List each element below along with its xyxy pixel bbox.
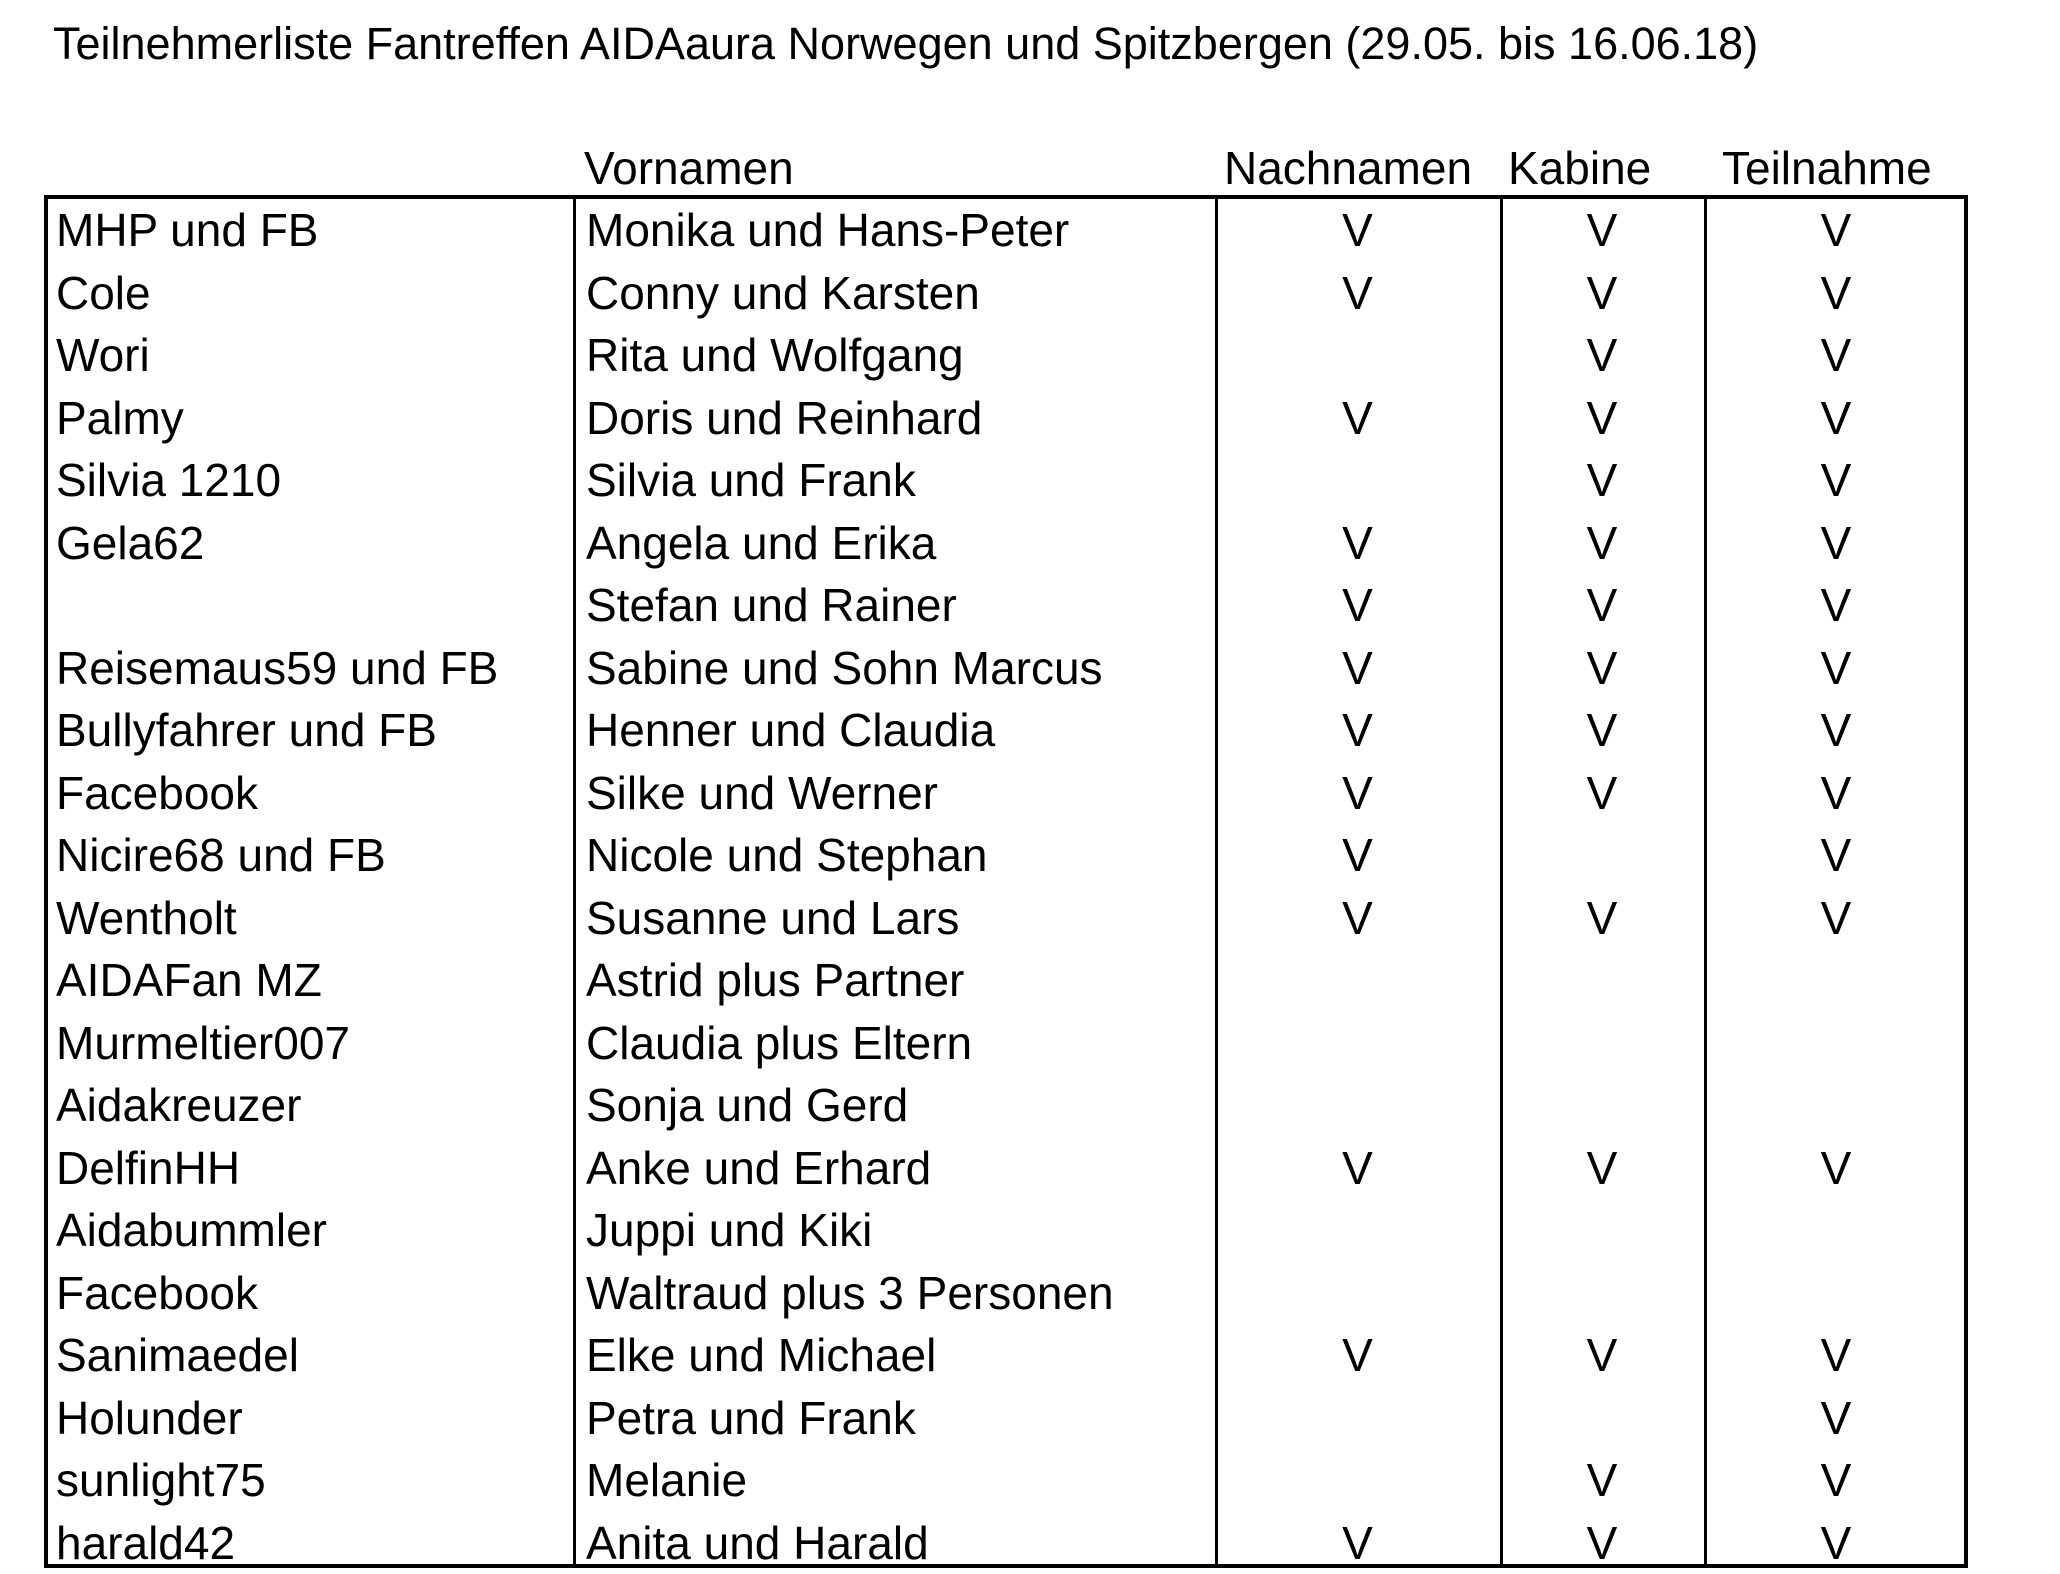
- table-row: [48, 1074, 1964, 1137]
- cell-teilnahme: V: [1704, 699, 1968, 762]
- cell-vornamen: Conny und Karsten: [586, 262, 980, 325]
- cell-nachnamen: V: [1215, 262, 1500, 325]
- cell-vornamen: Anita und Harald: [586, 1512, 929, 1574]
- cell-vornamen: Susanne und Lars: [586, 887, 959, 950]
- table-row: [48, 1012, 1964, 1075]
- cell-kabine: V: [1500, 887, 1704, 950]
- cell-teilnahme: V: [1704, 199, 1968, 262]
- cell-kabine: V: [1500, 1449, 1704, 1512]
- table-body: [48, 199, 1964, 1564]
- table-row: [48, 324, 1964, 387]
- cell-vornamen: Sabine und Sohn Marcus: [586, 637, 1103, 700]
- cell-nachnamen: V: [1215, 1512, 1500, 1574]
- page-title: Teilnehmerliste Fantreffen AIDAaura Norwegen und Spitzbergen (29.05. bis 16.06.18): [53, 14, 1758, 74]
- table-row: [48, 1324, 1964, 1387]
- cell-nachnamen: V: [1215, 512, 1500, 575]
- cell-teilnahme: V: [1704, 762, 1968, 825]
- cell-teilnahme: V: [1704, 449, 1968, 512]
- header-teilnahme: Teilnahme: [1722, 138, 1932, 198]
- cell-nachnamen: V: [1215, 1137, 1500, 1200]
- cell-username: MHP und FB: [56, 199, 318, 262]
- cell-vornamen: Claudia plus Eltern: [586, 1012, 972, 1075]
- cell-kabine: V: [1500, 324, 1704, 387]
- table-row: [48, 574, 1964, 637]
- cell-teilnahme: V: [1704, 1324, 1968, 1387]
- cell-username: Murmeltier007: [56, 1012, 350, 1075]
- cell-username: Bullyfahrer und FB: [56, 699, 437, 762]
- table-header: [0, 138, 2060, 198]
- cell-kabine: V: [1500, 387, 1704, 450]
- cell-vornamen: Anke und Erhard: [586, 1137, 931, 1200]
- cell-username: Reisemaus59 und FB: [56, 637, 498, 700]
- cell-vornamen: Rita und Wolfgang: [586, 324, 964, 387]
- cell-kabine: V: [1500, 699, 1704, 762]
- table-row: [48, 1137, 1964, 1200]
- cell-kabine: V: [1500, 762, 1704, 825]
- table-row: [48, 262, 1964, 325]
- table-row: [48, 512, 1964, 575]
- cell-nachnamen: V: [1215, 199, 1500, 262]
- cell-kabine: V: [1500, 1512, 1704, 1574]
- cell-vornamen: Waltraud plus 3 Personen: [586, 1262, 1114, 1325]
- table-row: [48, 762, 1964, 825]
- table-row: [48, 699, 1964, 762]
- cell-vornamen: Juppi und Kiki: [586, 1199, 872, 1262]
- cell-vornamen: Silvia und Frank: [586, 449, 916, 512]
- cell-vornamen: Stefan und Rainer: [586, 574, 957, 637]
- table-row: [48, 824, 1964, 887]
- header-nachnamen: Nachnamen: [1224, 138, 1472, 198]
- cell-vornamen: Silke und Werner: [586, 762, 938, 825]
- cell-nachnamen: V: [1215, 699, 1500, 762]
- cell-vornamen: Sonja und Gerd: [586, 1074, 908, 1137]
- cell-username: AIDAFan MZ: [56, 949, 322, 1012]
- cell-username: Gela62: [56, 512, 204, 575]
- participant-table: [44, 195, 1968, 1568]
- cell-vornamen: Petra und Frank: [586, 1387, 916, 1450]
- cell-vornamen: Nicole und Stephan: [586, 824, 988, 887]
- cell-username: Palmy: [56, 387, 184, 450]
- cell-username: Sanimaedel: [56, 1324, 299, 1387]
- cell-username: Wentholt: [56, 887, 237, 950]
- cell-kabine: V: [1500, 199, 1704, 262]
- cell-vornamen: Astrid plus Partner: [586, 949, 964, 1012]
- table-row: [48, 387, 1964, 450]
- cell-kabine: V: [1500, 262, 1704, 325]
- cell-nachnamen: V: [1215, 574, 1500, 637]
- cell-kabine: V: [1500, 1324, 1704, 1387]
- cell-teilnahme: V: [1704, 1137, 1968, 1200]
- cell-teilnahme: V: [1704, 387, 1968, 450]
- cell-teilnahme: V: [1704, 1512, 1968, 1574]
- table-row: [48, 449, 1964, 512]
- cell-kabine: V: [1500, 574, 1704, 637]
- table-row: [48, 949, 1964, 1012]
- cell-username: Aidakreuzer: [56, 1074, 301, 1137]
- cell-kabine: V: [1500, 637, 1704, 700]
- table-row: [48, 1449, 1964, 1512]
- cell-teilnahme: V: [1704, 887, 1968, 950]
- cell-teilnahme: V: [1704, 824, 1968, 887]
- cell-username: Facebook: [56, 1262, 258, 1325]
- cell-nachnamen: V: [1215, 387, 1500, 450]
- cell-nachnamen: V: [1215, 637, 1500, 700]
- table-row: [48, 1199, 1964, 1262]
- cell-vornamen: Doris und Reinhard: [586, 387, 982, 450]
- table-row: [48, 887, 1964, 950]
- cell-nachnamen: V: [1215, 824, 1500, 887]
- table-row: [48, 1262, 1964, 1325]
- cell-teilnahme: V: [1704, 574, 1968, 637]
- table-row: [48, 637, 1964, 700]
- cell-nachnamen: V: [1215, 762, 1500, 825]
- cell-teilnahme: V: [1704, 262, 1968, 325]
- cell-kabine: V: [1500, 512, 1704, 575]
- cell-username: Wori: [56, 324, 150, 387]
- table-row: [48, 199, 1964, 262]
- cell-username: DelfinHH: [56, 1137, 240, 1200]
- cell-vornamen: Melanie: [586, 1449, 747, 1512]
- cell-teilnahme: V: [1704, 1449, 1968, 1512]
- cell-vornamen: Angela und Erika: [586, 512, 936, 575]
- cell-teilnahme: V: [1704, 1387, 1968, 1450]
- cell-username: Holunder: [56, 1387, 243, 1450]
- cell-username: harald42: [56, 1512, 235, 1574]
- cell-vornamen: Monika und Hans-Peter: [586, 199, 1069, 262]
- cell-vornamen: Henner und Claudia: [586, 699, 995, 762]
- cell-teilnahme: V: [1704, 324, 1968, 387]
- cell-vornamen: Elke und Michael: [586, 1324, 936, 1387]
- cell-username: Aidabummler: [56, 1199, 327, 1262]
- cell-username: Silvia 1210: [56, 449, 281, 512]
- cell-teilnahme: V: [1704, 637, 1968, 700]
- table-row: [48, 1387, 1964, 1450]
- table-row: [48, 1512, 1964, 1574]
- cell-nachnamen: V: [1215, 1324, 1500, 1387]
- header-vornamen: Vornamen: [584, 138, 794, 198]
- cell-username: Nicire68 und FB: [56, 824, 386, 887]
- cell-kabine: V: [1500, 449, 1704, 512]
- cell-kabine: V: [1500, 1137, 1704, 1200]
- cell-username: sunlight75: [56, 1449, 266, 1512]
- cell-nachnamen: V: [1215, 887, 1500, 950]
- cell-username: Cole: [56, 262, 151, 325]
- cell-teilnahme: V: [1704, 512, 1968, 575]
- header-kabine: Kabine: [1508, 138, 1651, 198]
- cell-username: Facebook: [56, 762, 258, 825]
